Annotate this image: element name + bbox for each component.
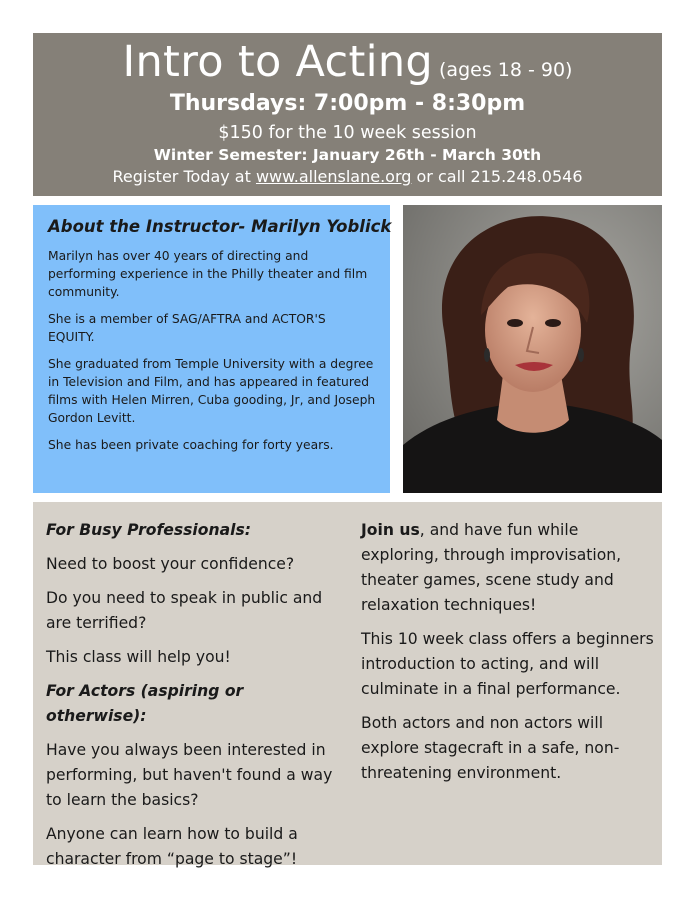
instructor-photo — [403, 205, 662, 493]
register-suffix: or call 215.248.0546 — [411, 167, 583, 186]
register-line — [33, 167, 662, 186]
header-banner — [33, 33, 662, 196]
right-column — [361, 518, 656, 795]
busy-question-public-speaking: Do you need to speak in public and are terrified? — [46, 589, 323, 632]
actors-heading: For Actors (aspiring or otherwise): — [46, 682, 244, 725]
age-range: (ages 18 - 90) — [439, 59, 573, 81]
about-paragraph: She has been private coaching for forty years. — [48, 438, 334, 452]
website-link[interactable]: www.allenslane.org — [255, 167, 412, 186]
join-paragraph — [361, 518, 656, 618]
title-line — [33, 37, 662, 87]
busy-answer: This class will help you! — [46, 648, 231, 666]
left-column — [46, 518, 346, 881]
join-us-bold: Join us — [361, 521, 420, 539]
about-instructor-panel — [33, 205, 390, 493]
actors-answer: Anyone can learn how to build a character from “page to stage”! — [46, 825, 298, 868]
price-text: $150 for the 10 week session — [218, 123, 477, 143]
about-paragraph: Marilyn has over 40 years of directing and performing experience in the Philly theater and film community. — [48, 249, 368, 299]
actors-question: Have you always been interested in performing, but haven't found a way to learn the basics? — [46, 741, 333, 809]
class-details-panel — [33, 502, 662, 868]
about-paragraph: She graduated from Temple University with a degree in Television and Film, and has appeared in featured films with Helen Mirren, Cuba gooding, Jr, and Joseph Gordon Levitt. — [48, 357, 376, 425]
about-paragraph: She is a member of SAG/AFTRA and ACTOR'S EQUITY. — [48, 312, 326, 344]
class-description: This 10 week class offers a beginners introduction to acting, and will culminate in a final performance. — [361, 630, 654, 698]
audience-description: Both actors and non actors will explore stagecraft in a safe, non-threatening environment. — [361, 714, 620, 782]
register-prefix: Register Today at — [112, 167, 256, 186]
instructor-portrait-image — [403, 205, 662, 493]
join-us-text: , and have fun while exploring, through improvisation, theater games, scene study and relaxation techniques! — [361, 521, 622, 614]
semester-dates: Winter Semester: January 26th - March 30th — [153, 146, 542, 164]
page-title: Intro to Acting — [122, 37, 434, 87]
about-heading: About the Instructor- Marilyn Yoblick — [48, 217, 392, 236]
class-schedule: Thursdays: 7:00pm - 8:30pm — [169, 91, 526, 116]
busy-question-confidence: Need to boost your confidence? — [46, 555, 295, 573]
busy-professionals-heading: For Busy Professionals: — [46, 521, 251, 539]
